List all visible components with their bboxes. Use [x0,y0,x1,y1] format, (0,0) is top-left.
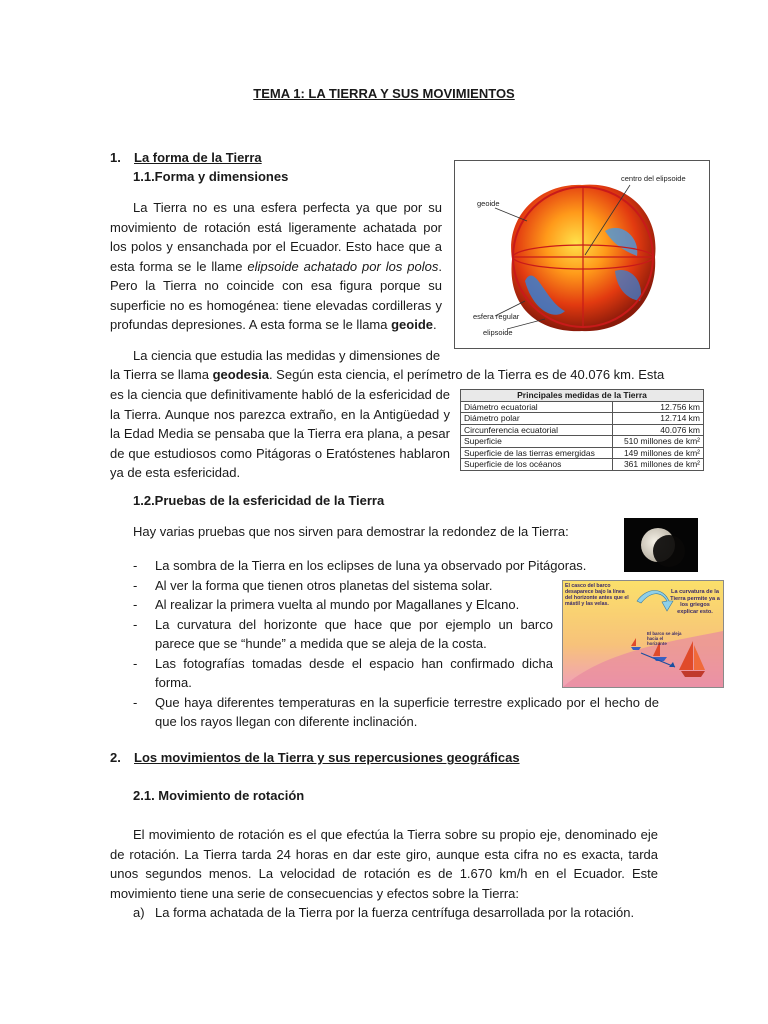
consequence-item-a [133,903,685,923]
table-cell-label: Superficie [461,436,613,448]
ship-figure-text-left: El casco del barco desaparece bajo la línea del horizonte antes que el mástil y las velas. [565,583,629,607]
table-row [461,447,704,459]
table-cell-label: Superficie de los océanos [461,459,613,471]
table-cell-label: Circunferencia ecuatorial [461,424,613,436]
list-bullet: - [133,694,138,710]
term-elipsoide: elipsoide achatado por los polos [247,258,439,274]
table-row [461,436,704,448]
list-item-text: Que haya diferentes temperaturas en la superficie terrestre explicado por el hecho de que los rayos llegan con diferente inclinación. [155,694,659,729]
paragraph-pruebas-intro: Hay varias pruebas que nos sirven para demostrar la redondez de la Tierra: [133,524,569,539]
table-cell-value: 12.714 km [612,413,703,425]
list-item-text: La sombra de la Tierra en los eclipses de luna ya observado por Pitágoras. [155,558,587,573]
section-1-number: 1. [110,150,121,165]
paragraph-geodesia-rest: es la ciencia que definitivamente habló de la esfericidad de la Tierra. Aunque nos parezca extraño, en la Antigüedad y la Edad Media se pensaba que la Tierra era plana, a pesar de que estudiosos como Pitágoras o Eratóstenes hablaron ya de esta esfericidad. [110,387,450,480]
paragraph-forma-text-a: La Tierra no es una esfera perfecta ya que por su movimiento de rotación está ligeramente achatada por los polos y ensanchada por el Ecuador. Esto hace que a esta forma se le llame [110,200,442,274]
list-item [133,576,555,596]
paragraph-geodesia-text-b: . Según esta ciencia, el perímetro de la Tierra es de 40.076 km. Esta [268,367,665,382]
list-bullet: - [133,558,138,573]
table-cell-label: Superficie de las tierras emergidas [461,447,613,459]
paragraph-geodesia-text-a: la Tierra se llama [110,367,213,382]
table-cell-value: 149 millones de km² [612,447,703,459]
table-row [461,413,704,425]
list-item [133,556,659,576]
table-cell-value: 361 millones de km² [612,459,703,471]
table-row [461,424,704,436]
list-bullet: - [133,616,138,632]
document-title: TEMA 1: LA TIERRA Y SUS MOVIMIENTOS [253,86,515,101]
term-geoide: geoide [391,317,434,332]
list-item-text: Al ver la forma que tienen otros planetas del sistema solar. [155,577,493,593]
measurements-table [460,389,704,471]
label-geoid: geoide [477,199,500,208]
paragraph-forma-text-b: . Pero la Tierra no coincide con esa figura porque su superficie no es homogénea: tiene elevadas cordilleras y profundas depresiones. A esta forma se le llama [110,258,442,332]
list-bullet: - [133,655,138,671]
ship-figure-text-mid: El barco se aleja hacia el horizonte [647,631,682,646]
ship-horizon-illustration [563,581,723,687]
list-item [133,615,553,654]
geoid-illustration [455,161,709,348]
list-item-text: La curvatura del horizonte que hace que por ejemplo un barco parece que se “hunde” a medida que se aleja de la costa. [155,616,553,651]
section-2-heading [110,750,520,765]
measurements-table-wrapper [460,389,704,471]
list-item-text: Las fotografías tomadas desde el espacio han confirmado dicha forma. [155,655,553,690]
list-item [133,693,659,732]
table-cell-value: 510 millones de km² [612,436,703,448]
paragraph-forma-text-c: . [433,317,437,332]
table-cell-label: Diámetro ecuatorial [461,401,613,413]
item-marker: a) [133,905,145,920]
subsection-1-2-heading: 1.2.Pruebas de la esfericidad de la Tierra [133,493,385,508]
label-center: centro del elipsoide [621,174,686,183]
term-geodesia: geodesia [212,367,269,382]
table-cell-value: 40.076 km [612,424,703,436]
table-header: Principales medidas de la Tierra [461,390,704,402]
list-item [133,595,555,615]
section-1-heading [110,150,262,165]
subsection-1-1-heading: 1.1.Forma y dimensiones [133,169,289,184]
table-cell-value: 12.756 km [612,401,703,413]
ship-figure-text-right: La curvatura de la Tierra permite ya a los griegos explicar esto. [670,589,720,615]
paragraph-rotacion: El movimiento de rotación es el que efectúa la Tierra sobre su propio eje, denominado eje de rotación. La Tierra tarda 24 horas en dar este giro, aunque esta cifra no es exacta, tarda unos segundos menos. La velocidad de rotación es de 1.670 km/h en el Ecuador. Este movimiento tiene una serie de consecuencias y efectos sobre la Tierra: [110,827,658,901]
section-1-title: La forma de la Tierra [134,150,262,165]
ship-horizon-figure [562,580,724,688]
list-bullet: - [133,597,138,612]
paragraph-forma [110,198,442,335]
paragraph-geodesia-line1: La ciencia que estudia las medidas y dimensiones de [133,348,441,363]
list-item-text: Al realizar la primera vuelta al mundo por Magallanes y Elcano. [155,597,520,612]
list-bullet: - [133,577,138,593]
table-row [461,401,704,413]
table-cell-label: Diámetro polar [461,413,613,425]
geoid-figure [454,160,710,349]
label-sphere: esfera regular [473,312,520,321]
paragraph-geodesia-line2 [110,365,665,385]
list-item [133,654,553,693]
section-2-number: 2. [110,750,121,765]
item-a-text: La forma achatada de la Tierra por la fuerza centrífuga desarrollada por la rotación. [155,905,635,920]
subsection-2-1-heading: 2.1. Movimiento de rotación [133,788,305,803]
section-2-title: Los movimientos de la Tierra y sus repercusiones geográficas [134,750,520,765]
table-row [461,459,704,471]
label-ellipsoid: elipsoide [483,328,513,337]
